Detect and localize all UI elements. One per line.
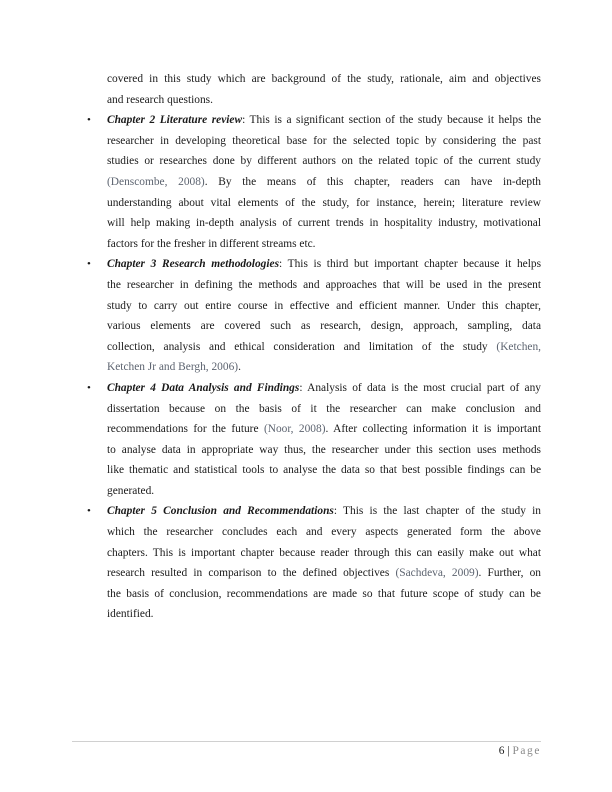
- text-run: . After collecting information it is important: [325, 423, 541, 436]
- list-item-chapter-4: [87, 378, 542, 502]
- text-line: generated.: [107, 484, 155, 497]
- citation: (Noor, 2008): [263, 423, 326, 436]
- text-line: which the researcher concludes each and every aspects generated form the above: [107, 526, 541, 539]
- text-run: . Further, on: [478, 567, 541, 580]
- text-run: collection, analysis and ethical consideration and limitation of the study: [107, 340, 497, 353]
- text-line: and research questions.: [107, 93, 213, 106]
- text-line: [107, 563, 541, 584]
- text-line: [107, 110, 541, 131]
- text-line: chapters. This is important chapter because reader through this can easily make out what: [107, 546, 541, 559]
- text-line: to analyse data in appropriate way thus, the researcher under this section uses methods: [107, 443, 541, 456]
- text-line: [107, 378, 541, 399]
- text-line: dissertation because on the basis of it the researcher can make conclusion and: [107, 402, 541, 415]
- text-line: researcher in developing theoretical base for the selected topic by considering the past: [107, 134, 541, 147]
- text-run: : This is the last chapter of the study in: [333, 505, 541, 518]
- body-text: [87, 69, 542, 625]
- text-line: covered in this study which are background of the study, rationale, aim and objectives: [107, 73, 541, 85]
- page-label: Page: [512, 745, 541, 757]
- text-line: identified.: [107, 608, 154, 621]
- text-line: the basis of conclusion, recommendations are made so that future scope of study can be: [107, 587, 541, 600]
- text-line: [107, 337, 541, 358]
- text-line: [107, 254, 541, 275]
- intro-paragraph: [107, 69, 541, 110]
- chapter-title: Chapter 5 Conclusion and Recommendations: [107, 505, 334, 518]
- citation: (Sachdeva, 2009): [395, 567, 479, 580]
- citation: Ketchen Jr and Bergh, 2006): [107, 361, 239, 374]
- chapter-title: Chapter 4 Data Analysis and Findings: [107, 381, 300, 394]
- text-line: study to carry out entire course in effective and efficient manner. Under this chapter,: [107, 299, 541, 312]
- text-run: : This is third but important chapter because it helps: [279, 258, 541, 271]
- chapter-title: Chapter 3 Research methodologies: [107, 258, 280, 271]
- text-run: recommendations for the future: [107, 423, 264, 436]
- footer-separator: |: [507, 745, 510, 757]
- text-line: like thematic and statistical tools to analyse the data so that best possible findings can be: [107, 464, 541, 477]
- text-line: [107, 419, 541, 440]
- bullet-icon: •: [87, 258, 91, 271]
- footer-divider: [72, 741, 541, 742]
- text-run: : Analysis of data is the most crucial part of any: [299, 381, 542, 394]
- text-run: .: [238, 361, 241, 374]
- list-item-chapter-2: [87, 110, 541, 254]
- page-footer: [499, 743, 541, 759]
- chapter-title: Chapter 2 Literature review: [107, 114, 243, 127]
- page-number: 6: [498, 745, 505, 757]
- text-run: . By the means of this chapter, readers can have in-depth: [204, 175, 541, 188]
- text-line: factors for the fresher in different streams etc.: [107, 237, 316, 250]
- citation: (Ketchen,: [496, 340, 541, 353]
- text-line: understanding about vital elements of the study, for instance, herein; literature review: [107, 196, 541, 209]
- text-line: will help making in-depth analysis of current trends in hospitality industry, motivational: [107, 217, 541, 230]
- list-item-chapter-3: [87, 254, 541, 378]
- bullet-icon: •: [87, 505, 91, 518]
- text-line: [107, 172, 541, 193]
- text-run: research resulted in comparison to the defined objectives: [107, 567, 396, 580]
- text-line: studies or researches done by different authors on the related topic of the current study: [107, 155, 541, 168]
- citation: (Denscombe, 2008): [107, 175, 205, 188]
- bullet-icon: •: [87, 114, 91, 127]
- text-line: [107, 357, 541, 378]
- list-item-chapter-5: [87, 501, 541, 625]
- text-line: the researcher in defining the methods and approaches that will be used in the present: [107, 278, 541, 291]
- text-line: various elements are covered such as research, design, approach, sampling, data: [107, 320, 541, 333]
- text-run: : This is a significant section of the study because it helps the: [242, 114, 541, 127]
- bullet-icon: •: [87, 381, 91, 394]
- text-line: [107, 501, 541, 522]
